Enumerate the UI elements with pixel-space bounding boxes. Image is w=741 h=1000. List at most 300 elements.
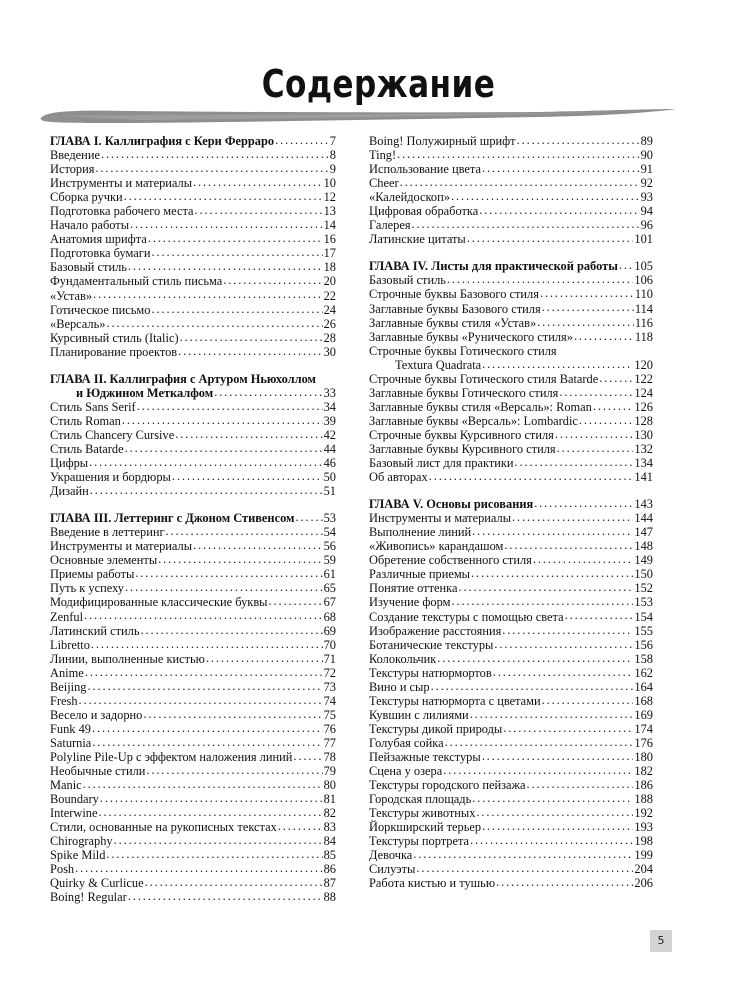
dot-leader bbox=[125, 443, 323, 453]
toc-entry[interactable] bbox=[369, 764, 653, 778]
toc-entry[interactable] bbox=[369, 848, 653, 862]
toc-entry-title: Стиль Chancery Cursive bbox=[50, 427, 175, 442]
toc-entry[interactable] bbox=[369, 287, 653, 301]
toc-entry-page-number: 198 bbox=[634, 834, 653, 849]
toc-entry-page-number: 93 bbox=[640, 190, 653, 205]
toc-right-column bbox=[369, 134, 653, 890]
dot-leader bbox=[574, 331, 634, 341]
toc-entry-page-number: 176 bbox=[634, 735, 653, 750]
toc-entry-page-number: 158 bbox=[634, 651, 653, 666]
toc-entry-title: ГЛАВА IV. Листы для практической работы bbox=[369, 259, 618, 274]
toc-entry-page-number: 16 bbox=[323, 232, 336, 247]
toc-entry-title: Стили, основанные на рукописных текстах bbox=[50, 820, 277, 835]
toc-entry-page-number: 156 bbox=[634, 637, 653, 652]
toc-entry-page-number: 14 bbox=[323, 218, 336, 233]
toc-entry[interactable] bbox=[369, 162, 653, 176]
toc-entry-page-number: 144 bbox=[634, 511, 653, 526]
dot-leader bbox=[85, 667, 323, 677]
toc-entry-page-number: 114 bbox=[634, 301, 653, 316]
toc-chapter-heading[interactable] bbox=[50, 372, 336, 386]
toc-entry[interactable] bbox=[369, 694, 653, 708]
toc-entry-title: Базовый стиль bbox=[50, 260, 127, 275]
toc-entry[interactable] bbox=[369, 778, 653, 792]
toc-entry-title: Модифицированные классические буквы bbox=[50, 595, 268, 610]
toc-entry[interactable] bbox=[369, 666, 653, 680]
toc-entry[interactable] bbox=[369, 134, 653, 148]
dot-leader bbox=[275, 135, 329, 145]
dot-leader bbox=[412, 219, 640, 229]
dot-leader bbox=[193, 177, 323, 187]
toc-entry-title: Цифровая обработка bbox=[369, 204, 479, 219]
toc-entry-title: Chirography bbox=[50, 834, 113, 849]
toc-entry[interactable] bbox=[50, 246, 336, 260]
dot-leader bbox=[145, 877, 323, 887]
toc-entry-title: Текстуры дикой природы bbox=[369, 721, 503, 736]
toc-chapter-heading-cont[interactable] bbox=[50, 386, 336, 400]
toc-entry[interactable] bbox=[50, 442, 336, 456]
toc-entry[interactable] bbox=[369, 511, 653, 525]
toc-entry-title: ГЛАВА I. Каллиграфия с Кери Ферраро bbox=[50, 134, 275, 148]
toc-entry[interactable] bbox=[369, 792, 653, 806]
toc-entry[interactable] bbox=[369, 386, 653, 400]
toc-entry-page-number: 82 bbox=[323, 806, 336, 821]
dot-leader bbox=[93, 290, 323, 300]
toc-entry[interactable] bbox=[50, 525, 336, 539]
section-gap bbox=[50, 359, 336, 372]
toc-entry[interactable] bbox=[369, 414, 653, 428]
dot-leader bbox=[114, 835, 323, 845]
toc-entry[interactable] bbox=[50, 610, 336, 624]
toc-entry[interactable] bbox=[369, 834, 653, 848]
toc-entry[interactable] bbox=[50, 148, 336, 162]
toc-entry[interactable] bbox=[50, 204, 336, 218]
dot-leader bbox=[413, 849, 633, 859]
toc-entry[interactable] bbox=[369, 428, 653, 442]
dot-leader bbox=[599, 373, 633, 383]
toc-entry-page-number: 89 bbox=[640, 134, 653, 148]
dot-leader bbox=[124, 191, 323, 201]
toc-entry[interactable] bbox=[50, 694, 336, 708]
toc-entry-title: Текстуры натюрморта с цветами bbox=[369, 693, 541, 708]
toc-entry-title: Введение bbox=[50, 148, 100, 163]
toc-entry-page-number: 76 bbox=[323, 721, 336, 736]
toc-entry[interactable] bbox=[369, 456, 653, 470]
toc-entry-title: Об авторах bbox=[369, 470, 428, 485]
toc-entry-page-number: 54 bbox=[323, 525, 336, 540]
dot-leader bbox=[175, 429, 322, 439]
toc-entry[interactable] bbox=[369, 190, 653, 204]
toc-entry[interactable] bbox=[50, 638, 336, 652]
toc-entry-title: Понятие оттенка bbox=[369, 581, 458, 596]
toc-entry-page-number: 34 bbox=[323, 399, 336, 414]
dot-leader bbox=[493, 667, 634, 677]
toc-entry[interactable] bbox=[369, 372, 653, 386]
toc-entry-page-number: 92 bbox=[640, 176, 653, 191]
toc-entry-title: Создание текстуры с помощью света bbox=[369, 609, 564, 624]
toc-entry-title: Базовый стиль bbox=[369, 273, 446, 288]
toc-entry-page-number: 122 bbox=[634, 371, 653, 386]
toc-entry-title: и Юджином Меткалфом bbox=[76, 385, 214, 400]
toc-entry[interactable] bbox=[50, 750, 336, 764]
toc-entry[interactable] bbox=[50, 553, 336, 567]
toc-entry[interactable] bbox=[50, 317, 336, 331]
toc-entry-page-number: 169 bbox=[634, 707, 653, 722]
toc-entry[interactable] bbox=[50, 595, 336, 609]
toc-entry-page-number: 67 bbox=[323, 595, 336, 610]
toc-entry-page-number: 193 bbox=[634, 820, 653, 835]
toc-entry-title: Spike Mild bbox=[50, 848, 106, 863]
toc-entry-title: Zenful bbox=[50, 609, 84, 624]
dot-leader bbox=[470, 835, 633, 845]
dot-leader bbox=[151, 247, 322, 257]
dot-leader bbox=[431, 681, 634, 691]
toc-entry[interactable] bbox=[50, 624, 336, 638]
toc-entry-page-number: 188 bbox=[634, 792, 653, 807]
dot-leader bbox=[128, 261, 323, 271]
toc-entry-page-number: 81 bbox=[323, 792, 336, 807]
toc-entry-title: Boing! Полужирный шрифт bbox=[369, 134, 516, 148]
toc-entry-title: Фундаментальный стиль письма bbox=[50, 274, 223, 289]
toc-entry-page-number: 13 bbox=[323, 204, 336, 219]
toc-entry-page-number: 180 bbox=[634, 749, 653, 764]
dot-leader bbox=[458, 582, 633, 592]
toc-entry[interactable] bbox=[369, 470, 653, 484]
toc-entry-title: Необычные стили bbox=[50, 764, 146, 779]
toc-entry[interactable] bbox=[369, 148, 653, 162]
toc-entry[interactable] bbox=[50, 190, 336, 204]
toc-entry-page-number: 8 bbox=[329, 148, 336, 163]
toc-entry[interactable] bbox=[369, 344, 653, 358]
toc-entry-page-number: 153 bbox=[634, 595, 653, 610]
toc-entry-title: Силуэты bbox=[369, 862, 416, 877]
toc-entry-title: Заглавные буквы стиля «Версаль»: Roman bbox=[369, 399, 592, 414]
toc-entry[interactable] bbox=[369, 525, 653, 539]
toc-entry-title: Изображение расстояния bbox=[369, 623, 502, 638]
toc-entry-title: Вино и сыр bbox=[369, 679, 430, 694]
toc-entry-title: Стиль Batarde bbox=[50, 441, 124, 456]
dot-leader bbox=[534, 498, 633, 508]
dot-leader bbox=[101, 149, 329, 159]
toc-entry-page-number: 68 bbox=[323, 609, 336, 624]
toc-entry-page-number: 148 bbox=[634, 539, 653, 554]
toc-entry-page-number: 149 bbox=[634, 553, 653, 568]
toc-entry[interactable] bbox=[50, 708, 336, 722]
dot-leader bbox=[565, 611, 634, 621]
dot-leader bbox=[397, 149, 640, 159]
toc-entry[interactable] bbox=[369, 442, 653, 456]
toc-entry-title: Quirky & Curlicue bbox=[50, 876, 144, 891]
toc-entry[interactable] bbox=[369, 539, 653, 553]
toc-entry[interactable] bbox=[369, 806, 653, 820]
toc-entry-page-number: 87 bbox=[323, 876, 336, 891]
dot-leader bbox=[503, 723, 633, 733]
toc-entry-page-number: 26 bbox=[323, 316, 336, 331]
toc-entry[interactable] bbox=[50, 176, 336, 190]
dot-leader bbox=[195, 205, 323, 215]
toc-entry-title: Boing! Regular bbox=[50, 890, 127, 905]
dot-leader bbox=[148, 233, 323, 243]
dot-leader bbox=[512, 512, 633, 522]
dot-leader bbox=[537, 317, 634, 327]
dot-leader bbox=[141, 625, 323, 635]
toc-entry-title: Подготовка бумаги bbox=[50, 246, 151, 261]
toc-entry-title: Interwine bbox=[50, 806, 98, 821]
toc-entry-title: Инструменты и материалы bbox=[50, 176, 193, 191]
toc-entry[interactable] bbox=[369, 610, 653, 624]
toc-entry-page-number: 199 bbox=[634, 848, 653, 863]
toc-entry-title: Украшения и бордюры bbox=[50, 470, 171, 485]
dot-leader bbox=[451, 191, 640, 201]
dot-leader bbox=[494, 639, 633, 649]
toc-entry-title: Латинские цитаты bbox=[369, 232, 466, 247]
toc-entry[interactable] bbox=[50, 345, 336, 359]
toc-entry[interactable] bbox=[369, 638, 653, 652]
toc-entry-page-number: 96 bbox=[640, 218, 653, 233]
toc-entry-page-number: 84 bbox=[323, 834, 336, 849]
toc-entry-title: Обретение собственного стиля bbox=[369, 553, 532, 568]
toc-entry-title: Строчные буквы Готического стиля bbox=[369, 343, 557, 358]
toc-entry-page-number: 132 bbox=[634, 441, 653, 456]
toc-entry[interactable] bbox=[369, 302, 653, 316]
toc-entry[interactable] bbox=[50, 680, 336, 694]
toc-entry-title: Polyline Pile-Up с эффектом наложения линий bbox=[50, 749, 293, 764]
toc-entry[interactable] bbox=[50, 232, 336, 246]
dot-leader bbox=[146, 765, 322, 775]
toc-chapter-heading[interactable] bbox=[50, 511, 336, 525]
toc-entry-title: Сцена у озера bbox=[369, 764, 443, 779]
toc-entry-title: ГЛАВА II. Каллиграфия с Артуром Ньюхоллом bbox=[50, 371, 316, 386]
toc-entry[interactable] bbox=[369, 330, 653, 344]
toc-entry-page-number: 164 bbox=[634, 679, 653, 694]
toc-entry-title: Выполнение линий bbox=[369, 525, 472, 540]
toc-entry[interactable] bbox=[50, 834, 336, 848]
dot-leader bbox=[295, 512, 322, 522]
toc-entry-title: Cheer bbox=[369, 176, 399, 191]
toc-entry-page-number: 110 bbox=[634, 287, 653, 302]
dot-leader bbox=[517, 135, 640, 145]
toc-entry-title: «Версаль» bbox=[50, 316, 106, 331]
toc-entry-page-number: 69 bbox=[323, 623, 336, 638]
dot-leader bbox=[87, 681, 322, 691]
toc-entry-page-number: 61 bbox=[323, 567, 336, 582]
toc-entry[interactable] bbox=[369, 876, 653, 890]
toc-entry-title: Латинский стиль bbox=[50, 623, 140, 638]
toc-entry-page-number: 206 bbox=[634, 876, 653, 891]
toc-entry[interactable] bbox=[50, 567, 336, 581]
toc-entry-title: Инструменты и материалы bbox=[50, 539, 193, 554]
toc-entry[interactable] bbox=[50, 792, 336, 806]
dot-leader bbox=[128, 891, 323, 901]
toc-entry-page-number: 83 bbox=[323, 820, 336, 835]
dot-leader bbox=[467, 233, 634, 243]
dot-leader bbox=[75, 863, 323, 873]
toc-entry[interactable] bbox=[50, 470, 336, 484]
toc-entry[interactable] bbox=[50, 303, 336, 317]
toc-entry[interactable] bbox=[369, 553, 653, 567]
toc-entry-page-number: 7 bbox=[329, 134, 336, 148]
dot-leader bbox=[125, 582, 323, 592]
toc-entry[interactable] bbox=[369, 708, 653, 722]
toc-entry[interactable] bbox=[369, 567, 653, 581]
toc-chapter-heading[interactable] bbox=[369, 497, 653, 511]
toc-entry-title: Кувшин с лилиями bbox=[369, 707, 469, 722]
toc-entry[interactable] bbox=[50, 162, 336, 176]
toc-entry-page-number: 150 bbox=[634, 567, 653, 582]
toc-entry-title: ГЛАВА III. Леттеринг с Джоном Стивенсом bbox=[50, 511, 295, 526]
toc-entry-title: Анатомия шрифта bbox=[50, 232, 147, 247]
dot-leader bbox=[400, 177, 640, 187]
toc-entry-page-number: 182 bbox=[634, 764, 653, 779]
dot-leader bbox=[443, 765, 633, 775]
dot-leader bbox=[92, 723, 323, 733]
dot-leader bbox=[100, 793, 323, 803]
toc-entry-title: Заглавные буквы стиля «Устав» bbox=[369, 315, 537, 330]
toc-entry[interactable] bbox=[369, 820, 653, 834]
toc-entry[interactable] bbox=[50, 876, 336, 890]
toc-entry[interactable] bbox=[369, 273, 653, 287]
toc-entry-title: Различные приемы bbox=[369, 567, 471, 582]
toc-entry[interactable] bbox=[50, 260, 336, 274]
dot-leader bbox=[429, 471, 634, 481]
toc-entry[interactable] bbox=[369, 722, 653, 736]
dot-leader bbox=[98, 807, 322, 817]
toc-entry-page-number: 59 bbox=[323, 553, 336, 568]
toc-entry-page-number: 39 bbox=[323, 413, 336, 428]
dot-leader bbox=[579, 415, 633, 425]
toc-entry-title: Заглавные буквы «Рунического стиля» bbox=[369, 329, 573, 344]
toc-entry[interactable] bbox=[50, 666, 336, 680]
toc-entry[interactable] bbox=[50, 890, 336, 904]
dot-leader bbox=[166, 526, 323, 536]
dot-leader bbox=[293, 751, 322, 761]
toc-entry-title: Подготовка рабочего места bbox=[50, 204, 194, 219]
dot-leader bbox=[445, 737, 634, 747]
toc-entry-page-number: 124 bbox=[634, 385, 653, 400]
toc-entry-page-number: 56 bbox=[323, 539, 336, 554]
toc-entry-title: Saturnia bbox=[50, 735, 92, 750]
toc-entry[interactable] bbox=[369, 680, 653, 694]
toc-entry[interactable] bbox=[50, 736, 336, 750]
toc-entry[interactable] bbox=[50, 414, 336, 428]
toc-entry[interactable] bbox=[50, 274, 336, 288]
toc-entry[interactable] bbox=[50, 722, 336, 736]
toc-chapter-heading[interactable] bbox=[369, 259, 653, 273]
toc-entry[interactable] bbox=[50, 806, 336, 820]
toc-entry[interactable] bbox=[369, 204, 653, 218]
toc-entry[interactable] bbox=[369, 358, 653, 372]
toc-entry-title: Йоркширский терьер bbox=[369, 820, 482, 835]
toc-entry-title: Boundary bbox=[50, 792, 99, 807]
toc-entry[interactable] bbox=[369, 736, 653, 750]
toc-entry[interactable] bbox=[50, 331, 336, 345]
toc-entry[interactable] bbox=[369, 652, 653, 666]
toc-entry-page-number: 22 bbox=[323, 288, 336, 303]
toc-entry-page-number: 88 bbox=[323, 890, 336, 905]
toc-entry-page-number: 44 bbox=[323, 441, 336, 456]
toc-entry[interactable] bbox=[369, 316, 653, 330]
dot-leader bbox=[451, 596, 633, 606]
toc-entry-title: ГЛАВА V. Основы рисования bbox=[369, 497, 534, 512]
toc-entry[interactable] bbox=[50, 820, 336, 834]
toc-chapter-heading[interactable] bbox=[50, 134, 336, 148]
toc-entry-page-number: 154 bbox=[634, 609, 653, 624]
toc-entry[interactable] bbox=[50, 428, 336, 442]
toc-entry[interactable] bbox=[50, 764, 336, 778]
toc-entry[interactable] bbox=[50, 456, 336, 470]
dot-leader bbox=[542, 303, 634, 313]
toc-entry-page-number: 94 bbox=[640, 204, 653, 219]
toc-entry[interactable] bbox=[50, 400, 336, 414]
toc-entry[interactable] bbox=[369, 232, 653, 246]
dot-leader bbox=[471, 568, 633, 578]
toc-entry-page-number: 186 bbox=[634, 778, 653, 793]
toc-entry[interactable] bbox=[369, 862, 653, 876]
toc-entry-title: Начало работы bbox=[50, 218, 130, 233]
toc-entry-page-number: 20 bbox=[323, 274, 336, 289]
toc-entry-title: Anime bbox=[50, 665, 84, 680]
toc-entry-title: Голубая сойка bbox=[369, 735, 444, 750]
toc-entry[interactable] bbox=[369, 595, 653, 609]
toc-entry-page-number: 74 bbox=[323, 693, 336, 708]
dot-leader bbox=[143, 709, 322, 719]
dot-leader bbox=[540, 288, 634, 298]
toc-entry[interactable] bbox=[369, 581, 653, 595]
toc-entry-page-number: 75 bbox=[323, 707, 336, 722]
toc-entry-page-number: 10 bbox=[323, 176, 336, 191]
toc-entry-title: Инструменты и материалы bbox=[369, 511, 512, 526]
toc-entry-page-number: 134 bbox=[634, 456, 653, 471]
toc-entry[interactable] bbox=[50, 289, 336, 303]
dot-leader bbox=[151, 304, 322, 314]
toc-entry-title: Текстуры городского пейзажа bbox=[369, 778, 526, 793]
toc-entry[interactable] bbox=[50, 539, 336, 553]
dot-leader bbox=[527, 779, 634, 789]
toc-entry[interactable] bbox=[50, 218, 336, 232]
toc-entry[interactable] bbox=[50, 848, 336, 862]
toc-entry-title: Использование цвета bbox=[369, 162, 481, 177]
section-gap bbox=[50, 498, 336, 511]
toc-entry[interactable] bbox=[369, 624, 653, 638]
toc-entry[interactable] bbox=[369, 400, 653, 414]
toc-entry-title: Готическое письмо bbox=[50, 302, 151, 317]
dot-leader bbox=[223, 275, 322, 285]
toc-entry-title: Funk 49 bbox=[50, 721, 91, 736]
brush-stroke-divider bbox=[38, 108, 678, 126]
dot-leader bbox=[437, 653, 633, 663]
toc-entry[interactable] bbox=[50, 862, 336, 876]
dot-leader bbox=[137, 401, 323, 411]
dot-leader bbox=[472, 793, 633, 803]
dot-leader bbox=[557, 443, 634, 453]
toc-entry-page-number: 116 bbox=[634, 315, 653, 330]
toc-entry[interactable] bbox=[50, 652, 336, 666]
toc-entry-page-number: 118 bbox=[634, 329, 653, 344]
dot-leader bbox=[555, 429, 634, 439]
toc-entry[interactable] bbox=[369, 176, 653, 190]
toc-entry-page-number: 85 bbox=[323, 848, 336, 863]
toc-entry[interactable] bbox=[50, 581, 336, 595]
dot-leader bbox=[269, 596, 323, 606]
dot-leader bbox=[193, 540, 323, 550]
dot-leader bbox=[79, 695, 323, 705]
toc-entry[interactable] bbox=[50, 484, 336, 498]
dot-leader bbox=[172, 471, 323, 481]
toc-entry-title: Стиль Sans Serif bbox=[50, 399, 136, 414]
toc-entry[interactable] bbox=[369, 218, 653, 232]
toc-entry[interactable] bbox=[50, 778, 336, 792]
toc-entry[interactable] bbox=[369, 750, 653, 764]
dot-leader bbox=[479, 205, 639, 215]
